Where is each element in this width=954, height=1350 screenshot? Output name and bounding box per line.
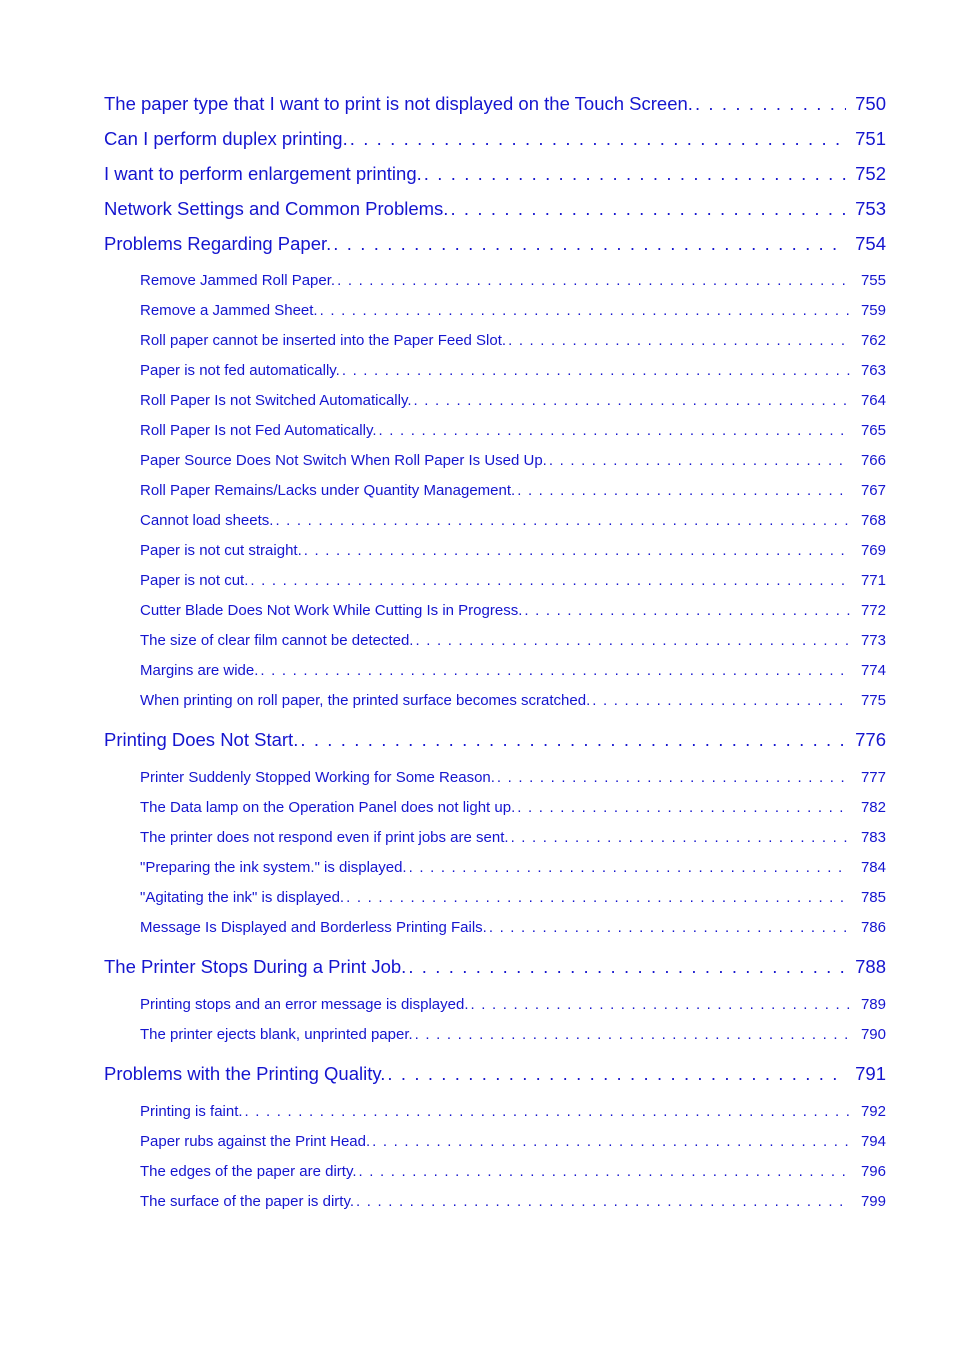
toc-page-number: 751 xyxy=(855,128,886,149)
toc-page-number: 764 xyxy=(860,392,886,409)
toc-entry-title: Remove Jammed Roll Paper. xyxy=(140,272,336,289)
dot-leader xyxy=(415,1020,850,1050)
toc-subsection-link[interactable] xyxy=(140,656,886,686)
dot-leader xyxy=(320,296,850,326)
toc-entry-title: The Data lamp on the Operation Panel does not light up. xyxy=(140,799,516,816)
toc-subsection-link[interactable] xyxy=(140,1187,886,1217)
toc-subsection-link[interactable] xyxy=(140,266,886,296)
toc-entry-title: Can I perform duplex printing. xyxy=(104,128,348,149)
dot-leader xyxy=(409,853,850,883)
toc-page-number: 773 xyxy=(860,632,886,649)
toc-entry-title: Problems Regarding Paper. xyxy=(104,233,332,254)
dot-leader xyxy=(304,536,850,566)
toc-subsection-link[interactable] xyxy=(140,446,886,476)
toc-entry-title: Paper is not cut straight. xyxy=(140,542,302,559)
dot-leader xyxy=(517,476,850,506)
toc-section-link[interactable] xyxy=(104,228,886,263)
toc-subsection-link[interactable] xyxy=(140,763,886,793)
dot-leader xyxy=(260,656,850,686)
dot-leader xyxy=(497,763,850,793)
toc-page-number: 750 xyxy=(855,93,886,114)
toc-section-link[interactable] xyxy=(104,1058,886,1094)
toc-section-link[interactable] xyxy=(104,123,886,158)
toc-subsection-link[interactable] xyxy=(140,823,886,853)
dot-leader xyxy=(342,356,850,386)
dot-leader xyxy=(379,416,851,446)
toc-page-number: 792 xyxy=(860,1103,886,1120)
toc-page-number: 771 xyxy=(860,572,886,589)
toc-page-number: 784 xyxy=(860,859,886,876)
dot-leader xyxy=(408,951,846,983)
toc-subsection-link[interactable] xyxy=(140,626,886,656)
dot-leader xyxy=(333,228,846,260)
toc-page-number: 772 xyxy=(860,602,886,619)
toc-page-number: 768 xyxy=(860,512,886,529)
toc-subsection-link[interactable] xyxy=(140,416,886,446)
dot-leader xyxy=(359,1157,850,1187)
toc-subsection-link[interactable] xyxy=(140,296,886,326)
toc-page-number: 796 xyxy=(860,1163,886,1180)
toc-subsection-link[interactable] xyxy=(140,853,886,883)
toc-subsection-link[interactable] xyxy=(140,566,886,596)
toc-entry-title: The printer does not respond even if print jobs are sent. xyxy=(140,829,509,846)
toc-subsection-link[interactable] xyxy=(140,386,886,416)
dot-leader xyxy=(350,123,846,155)
toc-section-link[interactable] xyxy=(104,158,886,193)
dot-leader xyxy=(517,793,850,823)
toc-entry-title: Paper Source Does Not Switch When Roll Paper Is Used Up. xyxy=(140,452,547,469)
toc-entry-title: "Agitating the ink" is displayed. xyxy=(140,889,345,906)
toc-page-number: 766 xyxy=(860,452,886,469)
toc-page-number: 788 xyxy=(855,956,886,977)
toc-entry-title: The size of clear film cannot be detected. xyxy=(140,632,414,649)
toc-entry-title: Roll Paper Is not Switched Automatically. xyxy=(140,392,412,409)
toc-entry-title: "Preparing the ink system." is displayed. xyxy=(140,859,407,876)
toc-entry-title: When printing on roll paper, the printed surface becomes scratched. xyxy=(140,692,591,709)
toc-entry-title: Cutter Blade Does Not Work While Cutting Is in Progress. xyxy=(140,602,523,619)
toc-page-number: 791 xyxy=(855,1063,886,1084)
toc-subsection-link[interactable] xyxy=(140,793,886,823)
toc-subsection-link[interactable] xyxy=(140,1020,886,1050)
toc-section-link[interactable] xyxy=(104,193,886,228)
toc-page-number: 755 xyxy=(860,272,886,289)
toc-entry-title: Roll Paper Is not Fed Automatically. xyxy=(140,422,377,439)
dot-leader xyxy=(450,193,846,225)
toc-subsection-link[interactable] xyxy=(140,476,886,506)
dot-leader xyxy=(489,913,850,943)
dot-leader xyxy=(387,1058,846,1090)
toc-section-link[interactable] xyxy=(104,88,886,123)
toc-page-number: 763 xyxy=(860,362,886,379)
dot-leader xyxy=(250,566,850,596)
toc-entry-title: Message Is Displayed and Borderless Printing Fails. xyxy=(140,919,487,936)
toc-page-number: 783 xyxy=(860,829,886,846)
toc-page-number: 775 xyxy=(860,692,886,709)
toc-entry-title: Remove a Jammed Sheet. xyxy=(140,302,318,319)
toc-entry-title: Paper rubs against the Print Head. xyxy=(140,1133,371,1150)
toc-subsection-link[interactable] xyxy=(140,1157,886,1187)
dot-leader xyxy=(471,990,850,1020)
toc-entry-title: Network Settings and Common Problems. xyxy=(104,198,449,219)
toc-page-number: 794 xyxy=(860,1133,886,1150)
table-of-contents xyxy=(104,88,886,1217)
dot-leader xyxy=(508,326,850,356)
dot-leader xyxy=(245,1097,850,1127)
toc-page-number: 765 xyxy=(860,422,886,439)
toc-subsection-link[interactable] xyxy=(140,913,886,943)
toc-entry-title: I want to perform enlargement printing. xyxy=(104,163,422,184)
toc-entry-title: The surface of the paper is dirty. xyxy=(140,1193,354,1210)
toc-page-number: 754 xyxy=(855,233,886,254)
toc-subsection-link[interactable] xyxy=(140,596,886,626)
toc-subsection-link[interactable] xyxy=(140,883,886,913)
toc-subsection-link[interactable] xyxy=(140,506,886,536)
toc-page-number: 790 xyxy=(860,1026,886,1043)
toc-page-number: 799 xyxy=(860,1193,886,1210)
toc-entry-title: Printing stops and an error message is displayed. xyxy=(140,996,469,1013)
toc-page-number: 774 xyxy=(860,662,886,679)
toc-subsection-link[interactable] xyxy=(140,1127,886,1157)
dot-leader xyxy=(424,158,846,190)
dot-leader xyxy=(592,686,850,716)
toc-entry-title: The paper type that I want to print is not displayed on the Touch Screen. xyxy=(104,93,693,114)
dot-leader xyxy=(414,386,850,416)
toc-page-number: 762 xyxy=(860,332,886,349)
toc-page-number: 752 xyxy=(855,163,886,184)
dot-leader xyxy=(511,823,850,853)
toc-page-number: 789 xyxy=(860,996,886,1013)
toc-page-number: 759 xyxy=(860,302,886,319)
toc-page-number: 776 xyxy=(855,729,886,750)
toc-section-link[interactable] xyxy=(104,724,886,760)
toc-entry-title: The edges of the paper are dirty. xyxy=(140,1163,357,1180)
toc-page-number: 777 xyxy=(860,769,886,786)
toc-subsection-link[interactable] xyxy=(140,326,886,356)
dot-leader xyxy=(549,446,850,476)
toc-entry-title: Problems with the Printing Quality. xyxy=(104,1063,386,1084)
toc-entry-title: Margins are wide. xyxy=(140,662,259,679)
toc-page-number: 785 xyxy=(860,889,886,906)
dot-leader xyxy=(346,883,850,913)
dot-leader xyxy=(356,1187,850,1217)
toc-page-number: 782 xyxy=(860,799,886,816)
toc-entry-title: The printer ejects blank, unprinted paper. xyxy=(140,1026,413,1043)
dot-leader xyxy=(372,1127,850,1157)
toc-entry-title: Paper is not cut. xyxy=(140,572,249,589)
toc-entry-title: Cannot load sheets. xyxy=(140,512,274,529)
toc-entry-title: Printer Suddenly Stopped Working for Some Reason. xyxy=(140,769,495,786)
toc-entry-title: Roll Paper Remains/Lacks under Quantity Management. xyxy=(140,482,516,499)
dot-leader xyxy=(337,266,850,296)
toc-page-number: 769 xyxy=(860,542,886,559)
dot-leader xyxy=(524,596,850,626)
toc-page-number: 753 xyxy=(855,198,886,219)
toc-section-link[interactable] xyxy=(104,951,886,987)
toc-subsection-link[interactable] xyxy=(140,686,886,716)
toc-entry-title: Paper is not fed automatically. xyxy=(140,362,340,379)
toc-subsection-link[interactable] xyxy=(140,536,886,566)
dot-leader xyxy=(275,506,850,536)
toc-entry-title: Roll paper cannot be inserted into the Paper Feed Slot. xyxy=(140,332,507,349)
toc-subsection-link[interactable] xyxy=(140,990,886,1020)
dot-leader xyxy=(300,724,846,756)
toc-subsection-link[interactable] xyxy=(140,356,886,386)
toc-entry-title: Printing Does Not Start. xyxy=(104,729,299,750)
toc-page-number: 767 xyxy=(860,482,886,499)
toc-entry-title: Printing is faint. xyxy=(140,1103,243,1120)
dot-leader xyxy=(695,88,846,120)
toc-entry-title: The Printer Stops During a Print Job. xyxy=(104,956,407,977)
dot-leader xyxy=(415,626,850,656)
toc-page-number: 786 xyxy=(860,919,886,936)
toc-subsection-link[interactable] xyxy=(140,1097,886,1127)
